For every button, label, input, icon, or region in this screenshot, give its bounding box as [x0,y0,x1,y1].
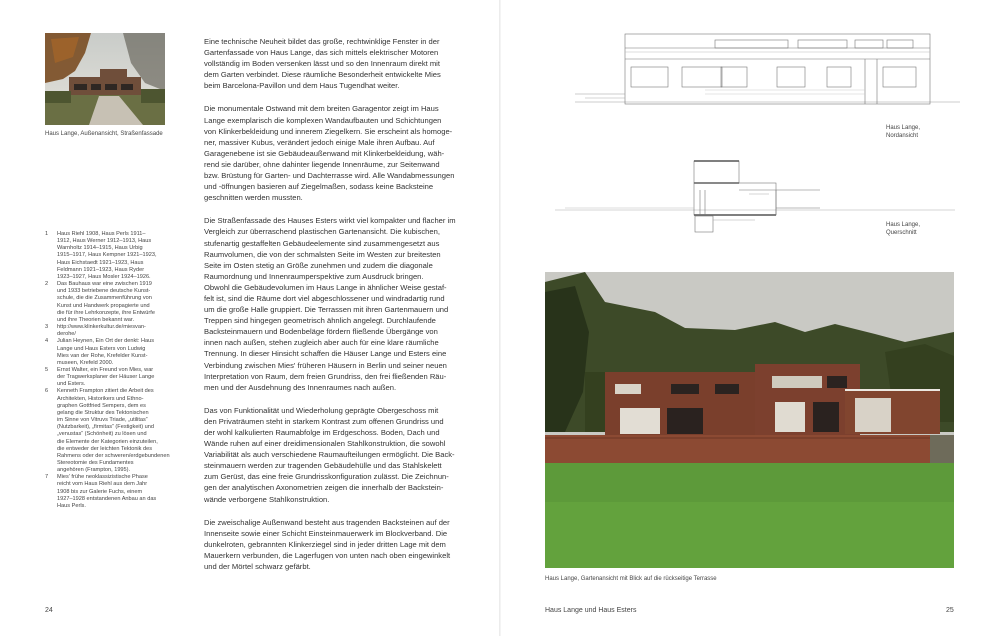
footnote-number: 4 [45,338,49,345]
book-gutter [499,0,501,636]
running-footer: Haus Lange und Haus Esters [545,607,637,614]
footnote-text: Ernst Walter, ein Freund von Mies, war der Tragwerksplaner der Häuser Lange und Esters. [57,366,155,388]
street-facade-caption: Haus Lange, Außenansicht, Straßenfassade [45,131,163,137]
body-paragraph: Die zweischalige Außenwand besteht aus tragenden Backsteinen auf der Innenseite sowie einer Schicht Einsteinmauerwerk im Blockverband. Die dunkelroten, gebrannten Klinkerziegel sind in jeder dritten Lage mit dem Mauerkern verbunden, die Lagerfugen von unten nach oben eingewinkelt und der Mörtel schwarz gefärbt. [204,517,451,572]
footnote-number: 7 [45,474,49,481]
footnote [45,388,173,474]
drawing-north-elevation [575,28,960,119]
footnote [45,324,173,338]
footnote-text: Mies' frühe neoklassizistische Phase reicht vom Haus Riehl aus dem Jahr 1908 bis zur Galerie Fuchs, einem 1927–1928 entstandenen Anbau an das Haus Perls. [57,474,157,509]
page-number-left: 24 [45,607,53,614]
footnote-text: Haus Riehl 1908, Haus Perls 1911– 1912, Haus Werner 1912–1913, Haus Warnholtz 1914–1915, Haus Urbig 1915–1917, Haus Kempner 1921–1923, Haus Eichstaedt 1921–1923, Haus Feldmann 1921–1923, Haus Ryder 1923–1927, Haus Mosler 1924–1926. [57,231,157,280]
footnotes [45,231,173,510]
north-elevation-caption: Haus Lange, Nordansicht [886,125,921,139]
footnote-number: 2 [45,281,49,288]
garden-view-caption: Haus Lange, Gartenansicht mit Blick auf die rückseitige Terrasse [545,576,717,582]
footnote-text: Kenneth Frampton zitiert die Arbeit des Architekten, Historikers und Ethno- graphen Gottfried Sempers, dem es gelang die Struktur des Tektonischen im Sinne von Vitruvs Triade, „utilitas“ (Nutzbarkeit), „firmitas“ (Festigkeit) und „venustas“ (Schönheit) zu lösen und die Elemente der Kategorien einzuteilen, die entweder der leichten Tektonik des Rahmens oder der schweren/erdgebundenen Stereotomie des Fundamentes angehören (Frampton, 1995). [57,388,170,474]
footnote-number: 3 [45,324,49,331]
page-number-right: 25 [946,607,954,614]
cross-section-caption: Haus Lange, Querschnitt [886,222,921,236]
body-paragraph: Das von Funktionalität und Wiederholung geprägte Obergeschoss mit den Privaträumen steht in starkem Kontrast zum offenen Grundriss und der wohl kalkulierten Raumabfolge im Erdgeschoss. Boden, Dach und Wände ruhen auf einer dreidimensionalen Stahlkonstruktion, die sowohl Variabilität als auch verschiedene Raumaufteilungen ermöglicht. Die Back- steinmauern werden zur tragenden Gebäudehülle und das Stahlskelett zum Gerüst, das eine freie Grundrisskonfiguration zulässt. Die Zeichnun- gen der analytischen Axonometrien zeigen die innerhalb der Backstein- wände verborgene Stahlkonstruktion. [204,405,455,504]
footnote [45,474,173,510]
footnote-text: Julian Heynen, Ein Ort der denkt: Haus Lange und Haus Esters von Ludwig Mies van der Rohe, Krefelder Kunst- museen, Krefeld 2000. [57,338,155,366]
body-text [204,36,457,584]
footnote-text: http://www.klinkerkultur.de/miesvan- derohe/ [57,324,146,338]
footnote-number: 6 [45,388,49,395]
footnote-number: 1 [45,231,49,237]
body-paragraph: Eine technische Neuheit bildet das große, rechtwinklige Fenster in der Gartenfassade von Haus Lange, das sich mittels elektrischer Motoren vollständig im Boden versenken lässt und so den Innenraum direkt mit dem Garten verbindet. Diese räumliche Besonderheit entwickelte Mies beim Barcelona-Pavillon und dem Haus Tugendhat weiter. [204,37,441,91]
body-paragraph: Die Straßenfassade des Hauses Esters wirkt viel kompakter und flacher im Vergleich zur überraschend plastischen Gartenansicht. Die kubischen, stufenartig gestaffelten Gebäudeelemente sind zusammengesetzt aus Raumvolumen, die von der schmalsten Seite im Westen zur breitesten Seite im Osten stetig an Größe zunehmen und zudem die diagonale Raumordnung und Innenraumperspektive zum Ausdruck bringen. Obwohl die Gebäudevolumen im Haus Lange in ähnlicher Weise gestaf- felt ist, sind die Räume dort viel abgeschlossener und windradartig rund um die große Halle gruppiert. Die Terrassen mit ihren Gartenmauern und Treppen sind hingegen geometrisch ähnlich angelegt. Durchlaufende Backsteinmauern und Bodenbeläge fördern fließende Übergänge von innen nach außen, stehen zugleich aber auch für eine klare räumliche Trennung. In dieser Hinsicht schaffen die Häuser Lange und Esters eine Verbindung zwischen Mies' früheren Häusern in Berlin und seiner neuen Interpretation von Raum, dem freien Grundriss, den frei fließenden Räu- men und der Ausdehnung des Innenraumes nach außen. [204,216,456,392]
body-paragraph: Die monumentale Ostwand mit dem breiten Garagentor zeigt im Haus Lange exemplarisch die komplexen Wandaufbauten und Schichtungen von Klinkerbekleidung und innerem Ziegelkern. Sie erscheint als homoge- ner, massiver Kubus, verändert jedoch einige Male ihren Aufbau. Auf Garagenebene ist sie Gebäudeaußenwand mit Klinkerbekleidung, wäh- rend sie darüber, ohne dahinter liegende Innenräume, zur Seitenwand bzw. Brüstung für Garten- und Dachterrasse wird. Alle Wandabmessungen und -öffnungen basieren auf Ziegelmaßen, sodass keine Backsteine geschnitten werden mussten. [204,104,455,203]
photo-garden-view [545,272,954,568]
footnote [45,338,173,367]
footnote [45,367,173,388]
photo-street-facade [45,33,165,125]
footnote-text: Das Bauhaus war eine zwischen 1919 und 1933 betriebene deutsche Kunst- schule, die die Zusammenführung von Kunst und Handwerk propagierte und die für ihre Lehrkonzepte, ihre Entwürfe und ihre Theorien bekannt war. [57,281,155,323]
footnote [45,231,173,281]
footnote [45,281,173,324]
footnote-number: 5 [45,366,49,373]
